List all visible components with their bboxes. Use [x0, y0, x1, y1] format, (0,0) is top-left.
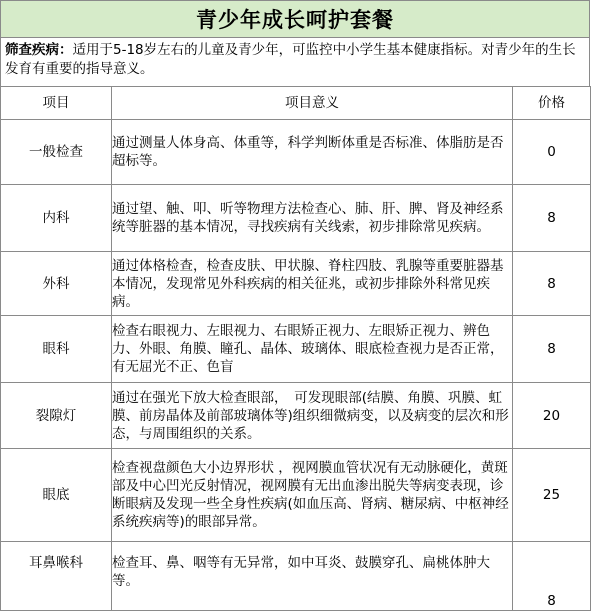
item-meaning: 通过在强光下放大检查眼部， 可发现眼部(结膜、角膜、巩膜、虹膜、前房晶体及前部玻璃体等)组织细微病变，以及病变的层次和形态，与周围组织的关系。: [112, 383, 513, 449]
intro-text: 适用于5-18岁左右的儿童及青少年，可监控中小学生基本健康指标。对青少年的生长发育有重要的指导意义。: [5, 42, 576, 77]
table-row: [1, 120, 591, 185]
header-meaning: 项目意义: [112, 87, 513, 120]
intro-paragraph: [0, 38, 590, 86]
item-name: 眼底: [1, 449, 112, 542]
item-meaning: 通过测量人体身高、体重等，科学判断体重是否标准、体脂肪是否超标等。: [112, 120, 513, 185]
item-price: 25: [513, 449, 591, 542]
items-table: [0, 86, 591, 611]
item-name: 一般检查: [1, 120, 112, 185]
item-meaning: 检查耳、鼻、咽等有无异常，如中耳炎、鼓膜穿孔、扁桃体肿大等。: [112, 542, 513, 611]
header-price: 价格: [513, 87, 591, 120]
item-price: 8: [513, 542, 591, 611]
intro-label: 筛查疾病：: [5, 42, 73, 58]
table-row: [1, 449, 591, 542]
item-name: 裂隙灯: [1, 383, 112, 449]
table-row: [1, 316, 591, 383]
table-row: [1, 252, 591, 316]
item-meaning: 通过望、触、叩、听等物理方法检查心、肺、肝、脾、肾及神经系统等脏器的基本情况，寻找疾病有关线索，初步排除常见疾病。: [112, 185, 513, 252]
table-header-row: [1, 87, 591, 120]
item-meaning: 通过体格检查，检查皮肤、甲状腺、脊柱四肢、乳腺等重要脏器基本情况，发现常见外科疾病的相关征兆，或初步排除外科常见疾病。: [112, 252, 513, 316]
item-name: 眼科: [1, 316, 112, 383]
table-row: [1, 185, 591, 252]
item-price: 20: [513, 383, 591, 449]
item-price: 8: [513, 316, 591, 383]
item-meaning: 检查右眼视力、左眼视力、右眼矫正视力、左眼矫正视力、辨色力、外眼、角膜、瞳孔、晶体、玻璃体、眼底检查视力是否正常，有无屈光不正、色盲: [112, 316, 513, 383]
item-name: 耳鼻喉科: [1, 542, 112, 611]
item-meaning: 检查视盘颜色大小边界形状 ，视网膜血管状况有无动脉硬化，黄斑部及中心凹光反射情况，视网膜有无出血渗出脱失等病变表现，诊断眼病及发现一些全身性疾病(如血压高、肾病、糖尿病、中枢神经系统疾病等)的眼部异常。: [112, 449, 513, 542]
header-item: 项目: [1, 87, 112, 120]
item-name: 内科: [1, 185, 112, 252]
table-row: [1, 383, 591, 449]
item-price: 0: [513, 120, 591, 185]
package-title: 青少年成长呵护套餐: [0, 0, 590, 38]
item-price: 8: [513, 185, 591, 252]
item-price: 8: [513, 252, 591, 316]
table-row: [1, 542, 591, 611]
item-name: 外科: [1, 252, 112, 316]
